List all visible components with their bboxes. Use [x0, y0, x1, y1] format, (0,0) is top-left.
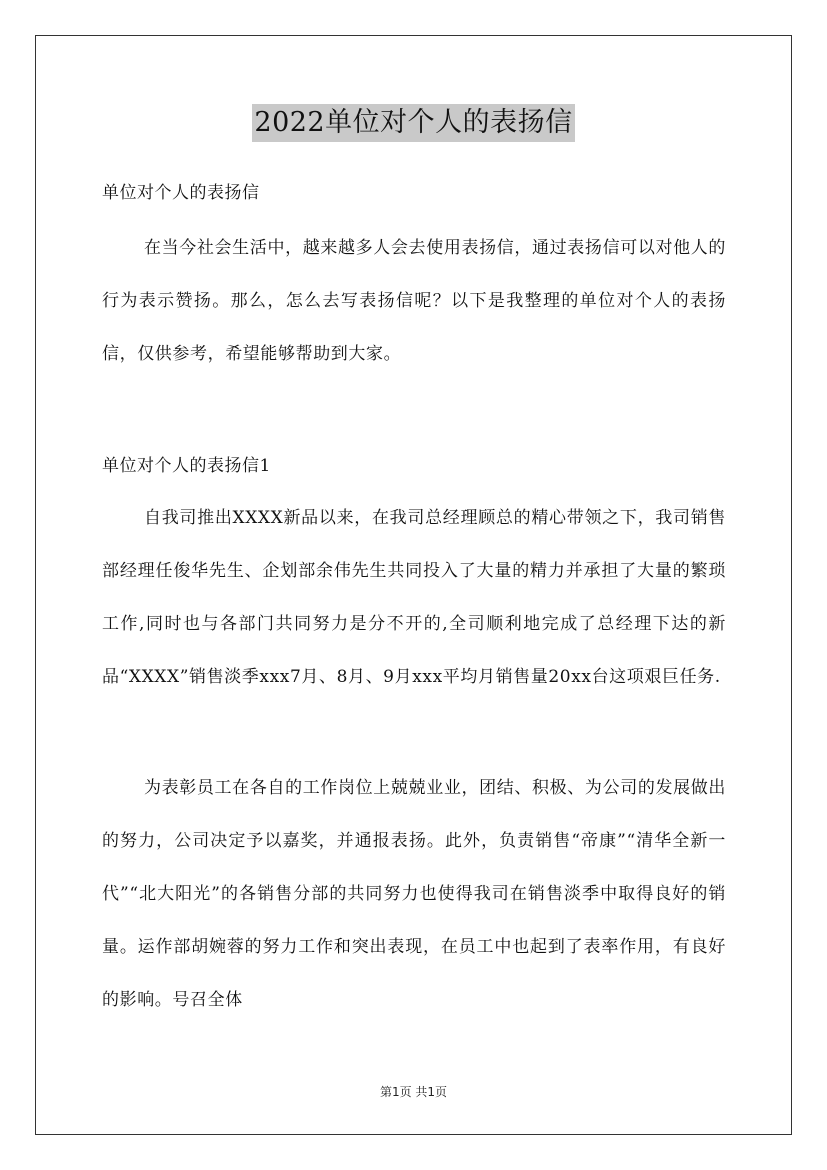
section1-heading: 单位对个人的表扬信1: [102, 456, 271, 476]
document-title: 2022单位对个人的表扬信: [252, 104, 574, 142]
page-footer: 第1页 共1页: [379, 1085, 448, 1099]
intro-paragraph: 在当今社会生活中，越来越多人会去使用表扬信，通过表扬信可以对他人的行为表示赞扬。那么，怎么去写表扬信呢？以下是我整理的单位对个人的表扬信，仅供参考，希望能够帮助到大家。: [102, 238, 726, 364]
title-container: [0, 104, 827, 142]
section1-paragraph-2: 为表彰员工在各自的工作岗位上兢兢业业，团结、积极、为公司的发展做出的努力，公司决定予以嘉奖，并通报表扬。此外，负责销售“帝康”“清华全新一代”“北大阳光”的各销售分部的共同努力也使得我司在销售淡季中取得良好的销量。运作部胡婉蓉的努力工作和突出表现，在员工中也起到了表率作用，有良好的影响。号召全体: [102, 778, 726, 1010]
document-subtitle: 单位对个人的表扬信: [102, 183, 260, 203]
section1-paragraph-1: 自我司推出XXXX新品以来，在我司总经理顾总的精心带领之下，我司销售部经理任俊华先生、企划部余伟先生共同投入了大量的精力并承担了大量的繁琐工作,同时也与各部门共同努力是分不开的,全司顺利地完成了总经理下达的新品“XXXX”销售淡季xxx7月、8月、9月xxx平均月销售量20xx台这项艰巨任务.: [102, 508, 726, 687]
